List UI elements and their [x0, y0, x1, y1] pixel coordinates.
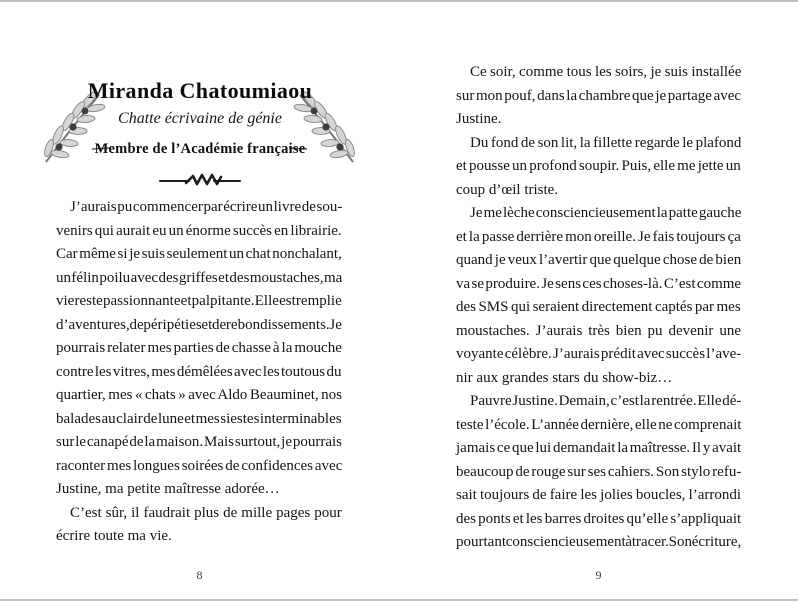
- text-line: Je me lèche consciencieusement la patte gauche: [470, 205, 742, 221]
- text-line: vie reste passionnante et palpitante. Elle est remplie: [56, 293, 342, 309]
- author-subtitle: Chatte écrivaine de génie: [118, 110, 282, 127]
- text-line: coup d’œil triste.: [456, 181, 559, 198]
- page-number-left: 8: [196, 568, 203, 582]
- author-title: Miranda Chatoumiaou: [87, 78, 313, 103]
- chapter-header: [0, 2, 399, 202]
- text-line: quartier, mes « chats » avec Aldo Beauminet, nos: [56, 387, 342, 403]
- text-line: Ce soir, comme tous les soirs, je suis installée: [470, 64, 742, 80]
- page-number-right: 9: [595, 568, 602, 582]
- right-page: [399, 2, 798, 599]
- text-line: Justine, ma petite maîtresse adorée…: [56, 481, 280, 497]
- text-line: quand je veux l’avertir que quelque chose de bien: [456, 252, 742, 268]
- text-line: des SMS qui seraient directement captés par mes: [456, 299, 741, 315]
- text-line: venirs qui aurait eu un énorme succès en librairie.: [56, 222, 342, 239]
- text-line: sait toujours de faire les jolies boucles, l’arrondi: [456, 487, 742, 503]
- text-line: J’aurais pu commencer par écrire un livre de sou-: [70, 199, 343, 215]
- text-line: va se produire. Je sens ces choses-là. C’est comme: [456, 275, 742, 292]
- text-line: Pauvre Justine. Demain, c’est la rentrée. Elle dé-: [470, 393, 742, 409]
- text-line: contre les vitres, mes démêlées avec les toutous du: [56, 363, 342, 380]
- knot-divider-icon: [158, 172, 242, 188]
- left-page: [0, 2, 399, 599]
- text-line: C’est sûr, il faudrait plus de mille pages pour: [70, 504, 342, 521]
- text-line: raconter mes longues soirées de confidences avec: [56, 457, 343, 474]
- text-line: nir aux grandes stars du show-biz…: [456, 369, 673, 386]
- right-page-body: [456, 61, 741, 555]
- text-line: sur mon pouf, dans la chambre que je partage avec: [456, 87, 742, 104]
- text-line: pourrais relater mes parties de chasse à la mouche: [56, 340, 342, 356]
- text-line: voyante célèbre. J’aurais prédit avec succès l’ave-: [456, 346, 742, 362]
- text-line: jamais ce que lui demandait la maîtresse. Il y avait: [456, 440, 742, 456]
- text-line: des ponts et les barres droites qu’elle s’appliquait: [456, 510, 742, 527]
- text-line: Justine.: [456, 111, 502, 127]
- left-page-body: [56, 196, 342, 549]
- paragraph: [56, 196, 342, 502]
- text-line: beaucoup de rouge sur ses cahiers. Son stylo refu-: [456, 463, 742, 480]
- text-line: moustaches. J’aurais très bien pu devenir une: [456, 322, 741, 339]
- paragraph: [456, 202, 741, 390]
- text-line: d’aventures, de péripéties et de rebondissements. Je: [56, 316, 342, 333]
- paragraph: [456, 390, 741, 555]
- author-role: Membre de l’Académie française: [94, 141, 306, 157]
- text-line: pourtant consciencieusement à tracer. Son écriture,: [456, 534, 742, 550]
- text-line: teste l’école. L’année dernière, elle ne comprenait: [456, 416, 742, 433]
- paragraph: [56, 502, 342, 549]
- text-line: et pousse un profond soupir. Puis, elle me jette un: [456, 158, 741, 174]
- text-line: un félin poilu avec des griffes et des moustaches, ma: [56, 269, 343, 286]
- text-line: et la passe derrière mon oreille. Je fais toujours ça: [456, 228, 741, 245]
- text-line: Du fond de son lit, la fillette regarde le plafond: [470, 134, 742, 151]
- text-line: écrire toute ma vie.: [56, 528, 172, 544]
- text-line: Car même si je suis seulement un chat nonchalant,: [56, 246, 342, 262]
- text-line: sur le canapé de la maison. Mais surtout, je pourrais: [56, 434, 342, 450]
- paragraph: [456, 61, 741, 132]
- paragraph: [456, 132, 741, 203]
- text-line: balades au clair de lune et mes siestes interminables: [56, 410, 342, 427]
